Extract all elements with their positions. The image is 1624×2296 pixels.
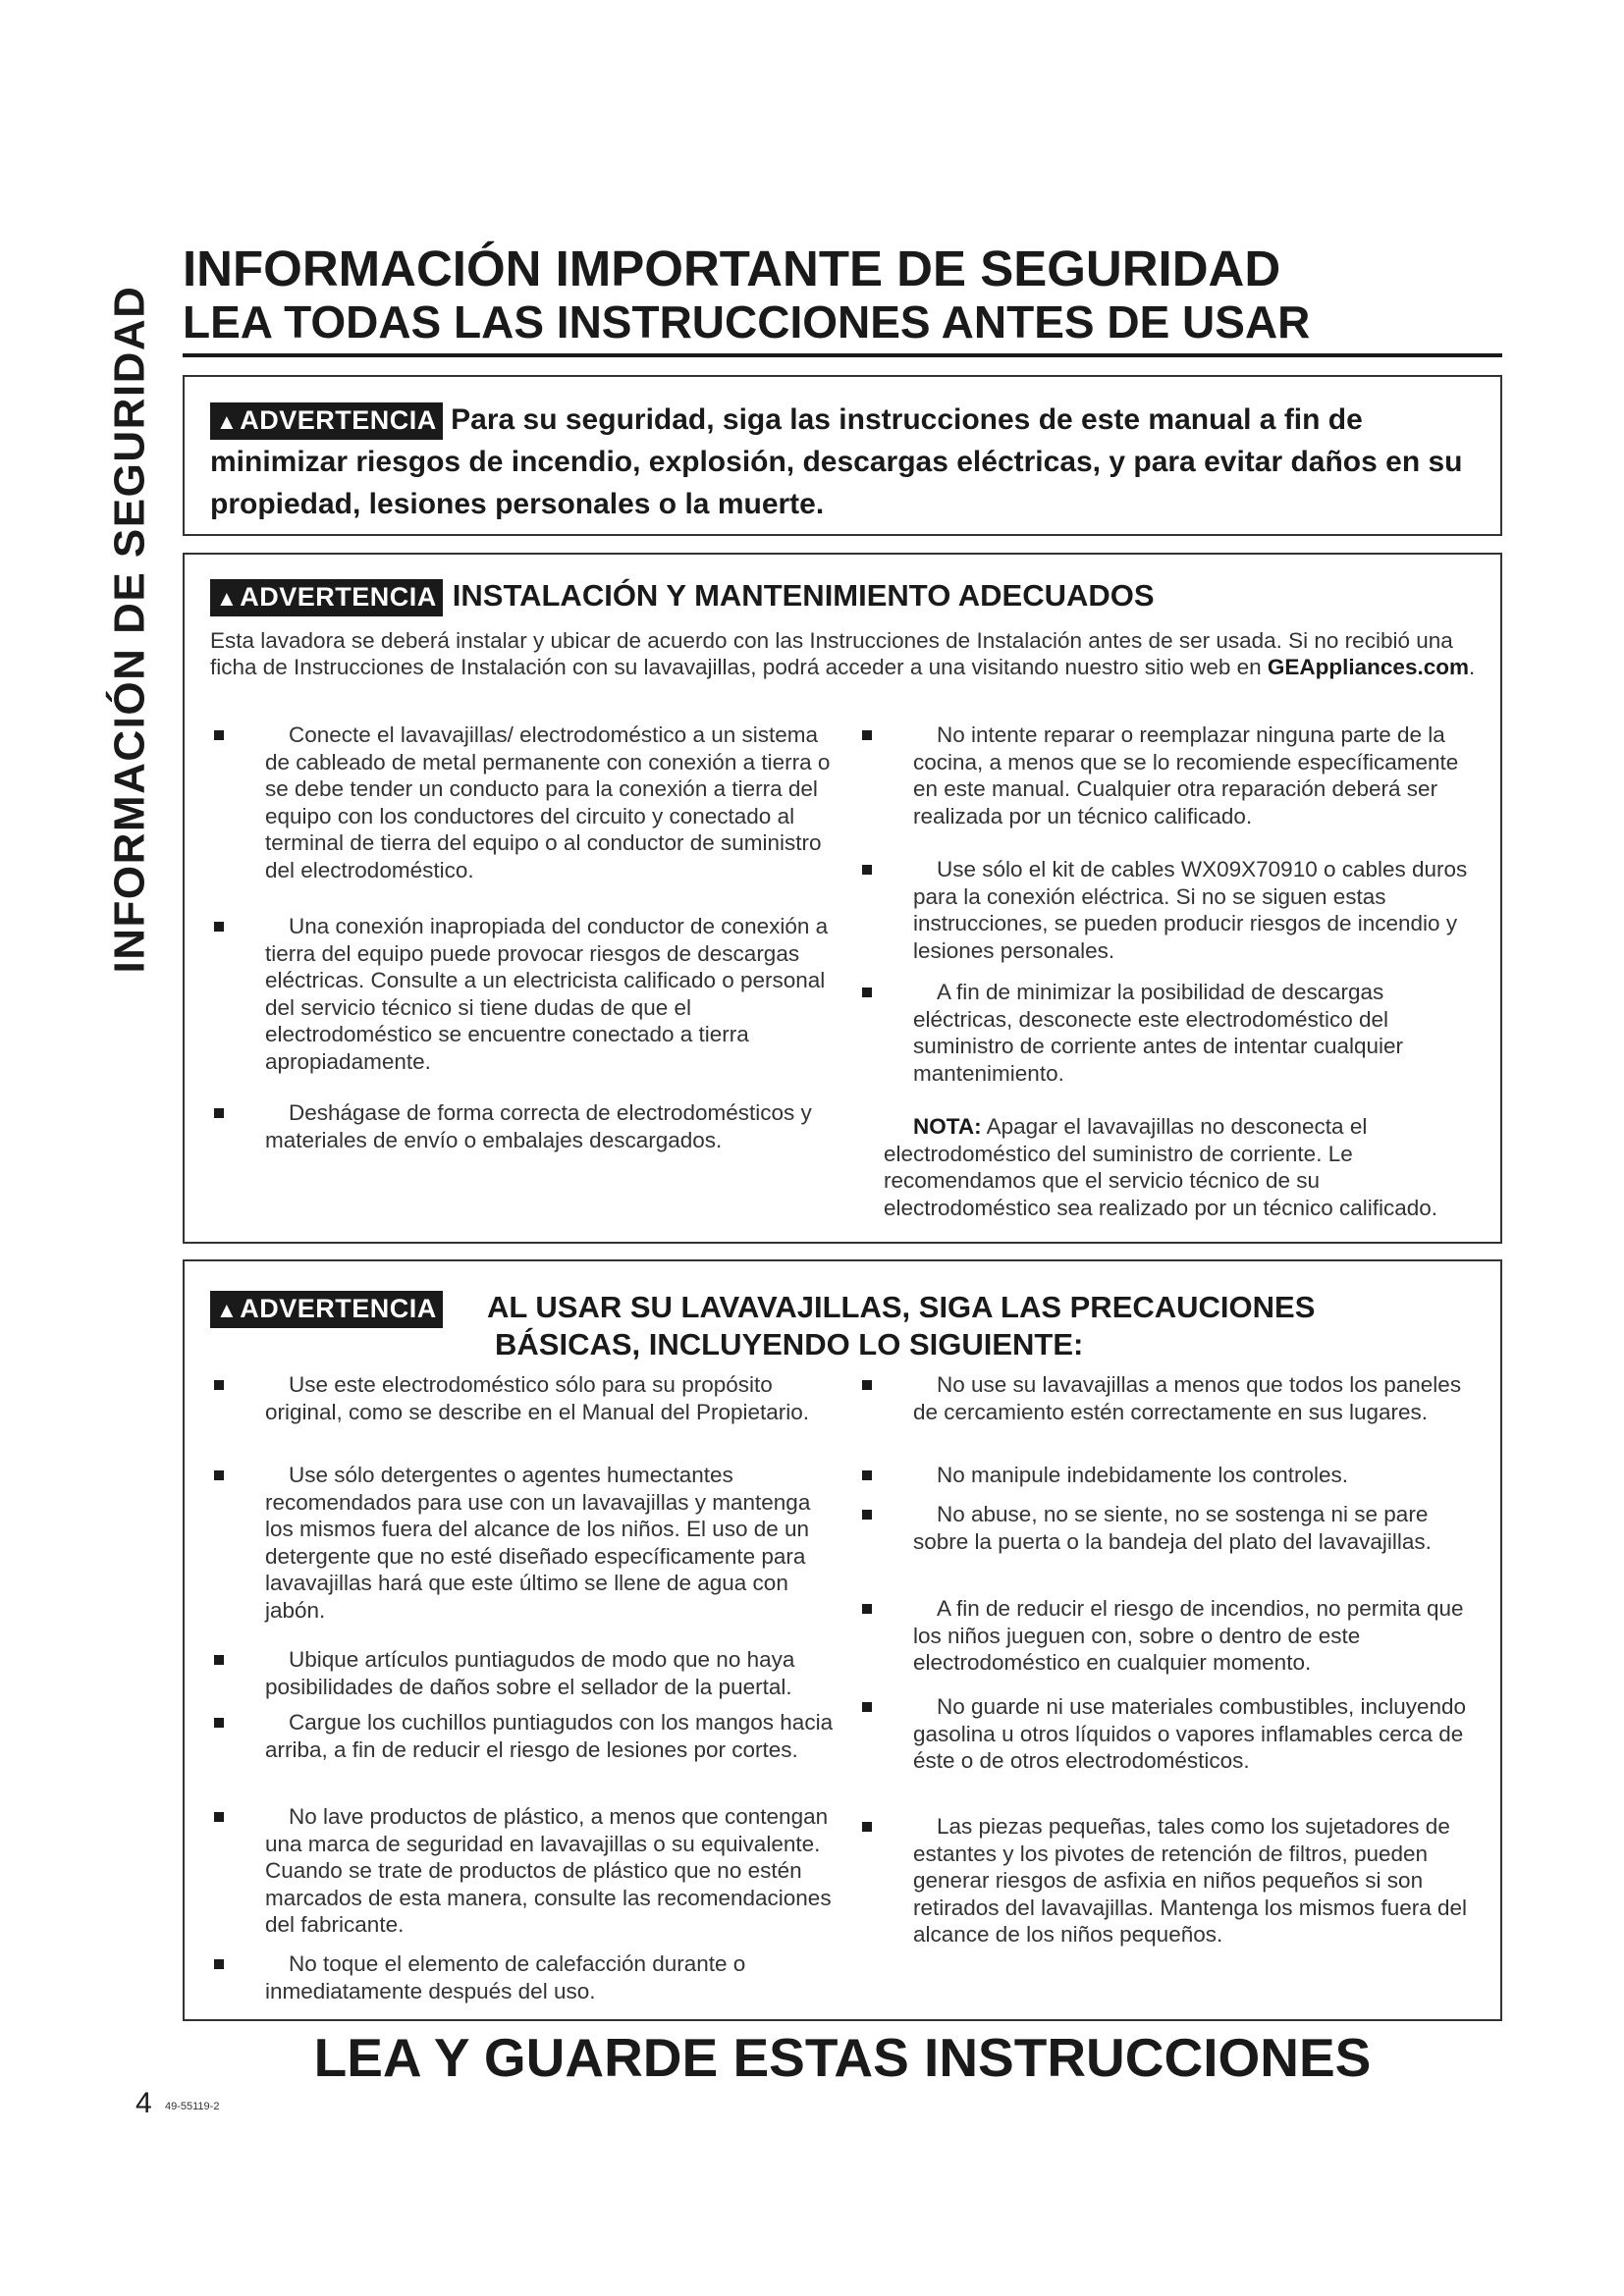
list-item: Conecte el lavavajillas/ electrodoméstico a un sistema de cableado de metal permanente con conexión a tierra o se debe tender un conducto para la conexión a tierra del equipo con los conductores del circuito y conectado al terminal de tierra del equipo o al conductor de suministro del electrodoméstico. — [210, 721, 839, 913]
list-item: A fin de reducir el riesgo de incendios, no permita que los niños jueguen con, sobre o dentro de este electrodoméstico en cualquier momento. — [858, 1595, 1483, 1693]
bullet-icon — [862, 1470, 872, 1480]
bullet-icon — [862, 988, 872, 997]
general-warning-text: Para su seguridad, siga las instrucciones de este manual a fin de minimizar riesgos de incendio, explosión, descargas eléctricas, y para evitar daños en su propiedad, lesiones personales o la muerte. — [210, 403, 1463, 520]
list-item: No toque el elemento de calefacción durante o inmediatamente después del uso. — [210, 1950, 839, 2004]
list-item: No intente reparar o reemplazar ninguna parte de la cocina, a menos que se lo recomiende específicamente en este manual. Cualquier otra reparación deberá ser realizada por un técnico calificado. — [858, 721, 1483, 856]
warning-badge: ▲ADVERTENCIA — [210, 579, 443, 616]
bullet-icon — [214, 1108, 224, 1118]
bullet-icon — [862, 865, 872, 875]
general-warning-box — [183, 375, 1502, 536]
precautions-heading: AL USAR SU LAVAVAJILLAS, SIGA LAS PRECAUCIONES BÁSICAS, INCLUYENDO LO SIGUIENTE: — [487, 1290, 1316, 1362]
warning-badge: ▲ADVERTENCIA — [210, 402, 443, 440]
precautions-list-left — [210, 1371, 839, 2004]
side-tab-label: INFORMACIÓN DE SEGURIDAD — [105, 285, 153, 974]
list-item: Una conexión inapropiada del conductor de conexión a tierra del equipo puede provocar riesgos de descargas eléctricas. Consulte a un electricista calificado o personal del servicio técnico si tiene dudas de que el electrodoméstico se encuentre conectado a tierra apropiadamente. — [210, 913, 839, 1099]
bullet-icon — [862, 1702, 872, 1712]
bullet-icon — [862, 1510, 872, 1520]
list-item: Use sólo detergentes o agentes humectantes recomendados para use con un lavavajillas y mantenga los mismos fuera del alcance de los niños. El uso de un detergente que no esté diseñado específicamente para lavavajillas hará que este último se llene de agua con jabón. — [210, 1462, 839, 1646]
bullet-icon — [214, 1959, 224, 1969]
list-item: Deshágase de forma correcta de electrodomésticos y materiales de envío o embalajes descargados. — [210, 1099, 839, 1153]
document-number: 49-55119-2 — [165, 2101, 220, 2112]
bullet-icon — [862, 1380, 872, 1390]
website-link[interactable]: GEAppliances.com — [1267, 655, 1469, 679]
side-tab — [100, 243, 159, 1015]
general-warning — [210, 399, 1467, 525]
list-item: A fin de minimizar la posibilidad de descargas eléctricas, desconecte este electrodoméstico del suministro de corriente antes de intentar cualquier mantenimiento. — [858, 979, 1483, 1093]
bullet-icon — [214, 1718, 224, 1728]
list-item: No guarde ni use materiales combustibles, incluyendo gasolina u otros líquidos o vapores inflamables cerca de éste o de otros electrodomésticos. — [858, 1693, 1483, 1813]
installation-heading-row — [210, 576, 1467, 616]
bullet-icon — [214, 1470, 224, 1480]
installation-list-right — [858, 721, 1483, 1093]
bullet-icon — [862, 1822, 872, 1832]
precautions-list-right — [858, 1371, 1483, 1949]
list-item: No abuse, no se siente, no se sostenga ni se pare sobre la puerta o la bandeja del plato del lavavajillas. — [858, 1501, 1483, 1595]
page-subtitle: LEA TODAS LAS INSTRUCCIONES ANTES DE USAR — [183, 296, 1311, 347]
bullet-icon — [862, 730, 872, 740]
installation-warning-box — [183, 553, 1502, 1244]
list-item: Use sólo el kit de cables WX09X70910 o cables duros para la conexión eléctrica. Si no se siguen estas instrucciones, se pueden producir riesgos de incendio y lesiones personales. — [858, 856, 1483, 979]
bullet-icon — [214, 1380, 224, 1390]
list-item: No use su lavavajillas a menos que todos los paneles de cercamiento estén correctamente en sus lugares. — [858, 1371, 1483, 1462]
installation-list-left — [210, 721, 839, 1153]
bullet-icon — [862, 1604, 872, 1614]
warning-badge: ▲ADVERTENCIA — [210, 1291, 443, 1328]
precautions-heading-row — [210, 1289, 1477, 1362]
precautions-warning-box — [183, 1259, 1502, 2021]
bullet-icon — [214, 922, 224, 932]
list-item: Cargue los cuchillos puntiagudos con los mangos hacia arriba, a fin de reducir el riesgo de lesiones por cortes. — [210, 1709, 839, 1803]
footer-title: LEA Y GUARDE ESTAS INSTRUCCIONES — [313, 2027, 1372, 2088]
page-title: INFORMACIÓN IMPORTANTE DE SEGURIDAD — [183, 240, 1281, 296]
list-item: Use este electrodoméstico sólo para su propósito original, como se describe en el Manual del Propietario. — [210, 1371, 839, 1462]
warning-triangle-icon: ▲ — [216, 586, 239, 611]
title-divider — [183, 353, 1502, 357]
list-item: Las piezas pequeñas, tales como los sujetadores de estantes y los pivotes de retención de filtros, pueden generar riesgos de asfixia en niños pequeños si son retirados del lavavajillas. Mantenga los mismos fuera del alcance de los niños pequeños. — [858, 1813, 1483, 1949]
list-item: No manipule indebidamente los controles. — [858, 1462, 1483, 1501]
note-text: Apagar el lavavajillas no desconecta el electrodoméstico del suministro de corriente. Le recomendamos que el servicio técnico de su electrodoméstico sea realizado por un técnico calificado. — [884, 1114, 1438, 1220]
warning-triangle-icon: ▲ — [216, 1298, 239, 1322]
note-label: NOTA: — [913, 1114, 982, 1139]
page-number: 4 — [135, 2087, 152, 2119]
bullet-icon — [214, 730, 224, 740]
installation-intro: Esta lavadora se deberá instalar y ubicar de acuerdo con las Instrucciones de Instalación antes de ser usada. Si no recibió una ficha de Instrucciones de Instalación con su lavavajillas, podrá acceder a una visitando nuestro sitio web en GEAppliances.com. — [210, 628, 1476, 679]
warning-triangle-icon: ▲ — [216, 409, 239, 434]
list-item: No lave productos de plástico, a menos que contengan una marca de seguridad en lavavajillas o su equivalente. Cuando se trate de productos de plástico que no estén marcados de esta manera, consulte las recomendaciones del fabricante. — [210, 1803, 839, 1950]
bullet-icon — [214, 1655, 224, 1665]
installation-heading: INSTALACIÓN Y MANTENIMIENTO ADECUADOS — [452, 578, 1155, 613]
list-item: Ubique artículos puntiagudos de modo que no haya posibilidades de daños sobre el sellador de la puertal. — [210, 1646, 839, 1709]
bullet-icon — [214, 1812, 224, 1822]
installation-note — [884, 1113, 1485, 1221]
